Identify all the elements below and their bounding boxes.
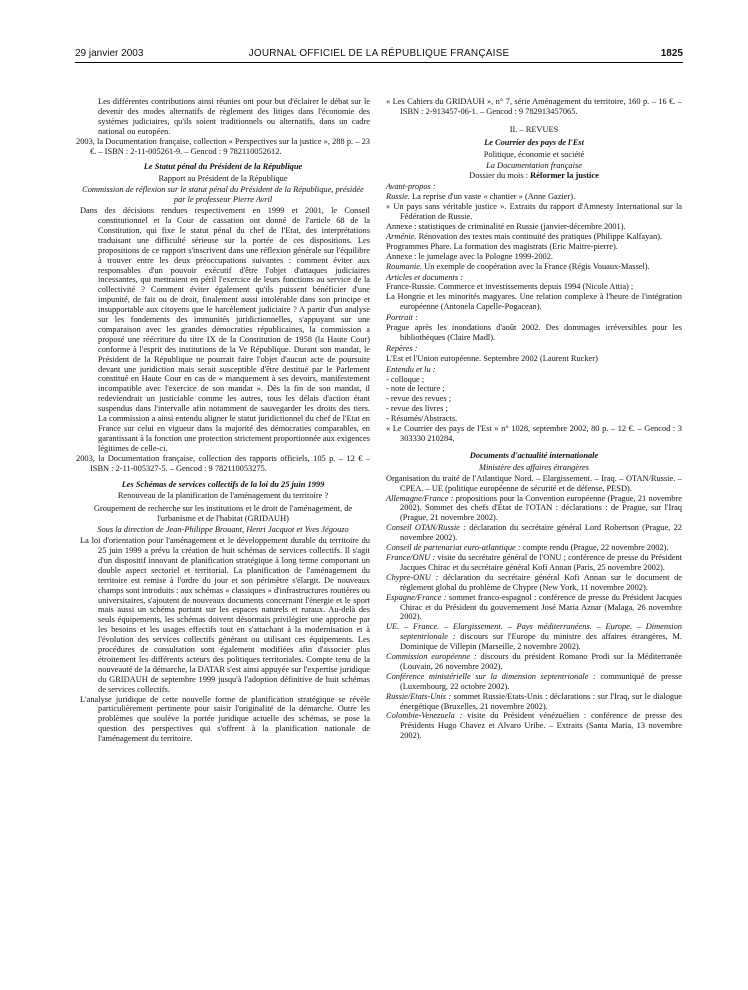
review-item bbox=[386, 192, 682, 202]
document-entry bbox=[386, 573, 682, 593]
book-subtitle: Renouveau de la planification de l'aménagement du territoire ? bbox=[117, 491, 329, 501]
document-entry bbox=[386, 553, 682, 573]
item-label: Arménie. bbox=[386, 231, 417, 241]
rubric-label: Articles et documents : bbox=[386, 272, 463, 282]
entry-label: Colombie-Venezuela : bbox=[386, 711, 463, 721]
page-header bbox=[75, 48, 683, 62]
review-title: Le Courrier des pays de l'Est bbox=[484, 137, 584, 147]
review-item: France-Russie. Commerce et investissements depuis 1994 (Nicole Attia) ; bbox=[386, 282, 634, 292]
review-item: L'Est et l'Union européenne. Septembre 2002 (Laurent Rucker) bbox=[386, 353, 598, 363]
item-text: Rénovation des textes mais continuité des pratiques (Philippe Kalfayan). bbox=[416, 231, 663, 241]
paragraph: La loi d'orientation pour l'aménagement et le développement durable du territoire du 25 juin 1999 a prévu la création de huit schémas de services collectifs. Il s'agit d'un dispositif innovant de planification stratégique à long terme comportant un double aspect sectoriel et territorial. La planification de l'aménagement du territoire est remise à l'ordre du jour et son périmètre s'élargit. De nouveaux champs sont introduits : aux schémas « classiques » d'infrastructures routières ou universitaires, s'ajoutent de nouveaux documents concernant l'énergie et le sport mais aussi un schéma portant sur les espaces naturels et ruraux. Au-delà des seuls équipements, les schémas doivent désormais privilégier une approche par les besoins et les usages effectifs tout en s'attachant à la modernisation et à l'évolution des services collectifs générant ou utilisant ces équipements. Les procédures de consultation sont également modifiées afin d'associer plus étroitement les différents acteurs des politiques territoriales. Compte tenu de la nouveauté de la démarche, la DATAR s'est ainsi appuyée sur l'expertise juridique du GRIDAUH de septembre 1999 jusqu'à l'adoption définitive de huit schémas de services collectifs. bbox=[80, 536, 370, 694]
list-item: - note de lecture ; bbox=[386, 384, 445, 394]
entry-text: communiqué de presse (Luxembourg, 22 octobre 2002). bbox=[400, 671, 682, 691]
book-reference: 2003, la Documentation française, collection des rapports officiels, 105 p. – 12 € – ISBN : 2-11-005327-5. – Gencod : 9 782110053275. bbox=[76, 453, 370, 473]
item-text: Un exemple de coopération avec la France (Régis Vouaux-Massel). bbox=[422, 261, 650, 271]
document-entry bbox=[386, 672, 682, 692]
entry-text: compte rendu (Prague, 22 novembre 2002). bbox=[520, 543, 669, 553]
book-reference: « Le Courrier des pays de l'Est » n° 1028, septembre 2002, 80 p. – 12 €. – Gencod : 3 303330 210284. bbox=[386, 424, 682, 443]
list-item: - Résumés/Abstracts. bbox=[386, 414, 458, 424]
rubric-label: Avant-propos : bbox=[386, 182, 436, 192]
review-item bbox=[386, 232, 682, 242]
document-entry bbox=[386, 494, 682, 524]
dossier-title: Réformer la justice bbox=[530, 171, 599, 181]
review-item: La Hongrie et les minorités magyares. Une relation complexe à l'heure de l'intégration européenne (Antonela Capelle-Pogacean). bbox=[386, 292, 682, 312]
list-item: - revue des revues ; bbox=[386, 394, 452, 404]
left-column bbox=[76, 97, 370, 744]
dossier-label: Dossier du mois : bbox=[469, 171, 531, 181]
review-item: Programmes Phare. La formation des magistrats (Eric Maitre-pierre). bbox=[386, 241, 618, 251]
paragraph: L'analyse juridique de cette nouvelle forme de planification stratégique se révèle particulièrement pertinente pour saisir l'originalité de la démarche. Outre les problèmes que soulève la portée juridique actuelle des schémas, se pose la question des perspectives qui s'offrent à la planification nationale de l'aménagement du territoire. bbox=[80, 694, 370, 744]
entry-label: Conférence ministérielle sur la dimension septentrionale : bbox=[386, 671, 596, 681]
entry-text: sommet franco-espagnol : conférence de presse du Président Jacques Chirac et du Président du gouvernement José Maria Aznar (Malaga, 26 novembre 2002). bbox=[400, 592, 682, 622]
entry-label: Conseil de partenariat euro-atlantique : bbox=[386, 543, 521, 553]
book-author: Sous la direction de Jean-Philippe Brouant, Henri Jacquot et Yves Jégouzo bbox=[97, 525, 349, 535]
docs-subtitle: Ministère des affaires étrangères bbox=[478, 462, 590, 472]
item-label: Roumanie. bbox=[386, 261, 423, 271]
book-reference: 2003, la Documentation française, collection « Perspectives sur la justice », 288 p. – 23 €. – ISBN : 2-11-005261-9. – Gencod : 9 782110052612. bbox=[76, 136, 370, 156]
document-entry bbox=[386, 523, 682, 543]
entry-text: propositions pour la Convention européenne (Prague, 21 novembre 2002). Sommet des chefs d'Etat de l'OTAN : déclarations : de Prague, sur l'Iraq (Prague, 21 novembre 2002). bbox=[400, 493, 682, 523]
list-item: - revue des livres ; bbox=[386, 404, 448, 414]
book-subtitle: Rapport au Président de la République bbox=[158, 174, 288, 184]
dossier bbox=[386, 171, 682, 181]
review-subtitle: Politique, économie et société bbox=[483, 149, 585, 159]
header-rule bbox=[75, 62, 683, 63]
entry-label: Chypre-ONU : bbox=[386, 572, 439, 582]
document-entry bbox=[386, 711, 682, 741]
entry-text: Organisation du traité de l'Atlantique Nord. – Elargissement. – Iraq. – OTAN/Russie. – CPEA. – UE (politique européenne de sécurité et de défense, PESD). bbox=[386, 473, 682, 493]
entry-label: UE. – France. – Elargissement. – Pays méditerranéens. – Europe. – Dimension septentrionale : bbox=[386, 622, 682, 642]
entry-text: discours du président Romano Prodi sur la Méditerranée (Louvain, 26 novembre 2002). bbox=[400, 652, 682, 671]
rubric-label: Entendu et lu : bbox=[386, 364, 436, 374]
rubric-label: Repères : bbox=[386, 343, 418, 353]
item-text: La reprise d'un vaste « chantier » (Anne Gazier). bbox=[409, 192, 576, 202]
book-title: Les Schémas de services collectifs de la loi du 25 juin 1999 bbox=[121, 479, 325, 489]
journal-title: JOURNAL OFFICIEL DE LA RÉPUBLIQUE FRANÇAISE bbox=[248, 48, 510, 59]
book-organisation: Groupement de recherche sur les institutions et le droit de l'aménagement, de l'urbanisme et de l'habitat (GRIDAUH) bbox=[93, 504, 353, 524]
item-label: Russie. bbox=[386, 192, 410, 202]
entry-text: visite du secrétaire général de l'ONU ; conférence de presse du Président Jacques Chirac et du secrétaire général Kofi Annan (Paris, 25 novembre 2002). bbox=[400, 552, 682, 572]
document-entry bbox=[386, 622, 682, 652]
document-entry bbox=[386, 593, 682, 623]
header-date: 29 janvier 2003 bbox=[75, 48, 144, 59]
entry-text: sommet Russie/Etats-Unis : déclarations : sur l'Iraq, sur le dialogue énergétique (Bruxelles, 21 novembre 2002). bbox=[400, 691, 683, 711]
entry-label: France/ONU : bbox=[386, 552, 436, 562]
list-item: - colloque ; bbox=[386, 374, 425, 384]
section-heading: II. – REVUES bbox=[509, 124, 559, 134]
rubric-label: Portrait : bbox=[386, 313, 418, 323]
entry-label: Russie/Etats-Unis : bbox=[386, 691, 452, 701]
review-item bbox=[386, 262, 682, 272]
docs-title: Documents d'actualité internationale bbox=[469, 450, 599, 460]
document-entry bbox=[386, 543, 682, 553]
right-column bbox=[386, 97, 682, 741]
review-item: Annexe : le jumelage avec la Pologne 1999-2002. bbox=[386, 251, 553, 261]
docs-entries bbox=[386, 474, 682, 741]
entry-label: Commission européenne : bbox=[386, 652, 477, 662]
review-item: Annexe : statistiques de criminalité en Russie (janvier-décembre 2001). bbox=[386, 221, 626, 231]
paragraph: Les différentes contributions ainsi réunies ont pour but d'éclairer le débat sur le devenir des modes alternatifs de règlement des litiges dans l'économie des systèmes judiciaires, qu'ils soient traditionnels ou alternatifs, dans un cadre national ou européen. bbox=[98, 97, 370, 136]
review-publisher: La Documentation française bbox=[486, 160, 582, 170]
entry-label: Allemagne/France : bbox=[386, 493, 454, 503]
document-entry bbox=[386, 692, 682, 712]
book-title: Le Statut pénal du Président de la République bbox=[143, 162, 303, 172]
book-author: Commission de réflexion sur le statut pénal du Président de la République, présidée par le professeur Pierre Avril bbox=[82, 185, 364, 205]
review-item: Prague après les inondations d'août 2002. Des dommages irréversibles pour les bibliothèques (Claire Madl). bbox=[386, 323, 682, 342]
book-reference: « Les Cahiers du GRIDAUH », n° 7, série Aménagement du territoire, 160 p. – 16 €. – ISBN : 2-913457-06-1. – Gencod : 9 782913457065. bbox=[386, 97, 682, 116]
entry-text: visite du Président vénézuélien : conférence de presse des Présidents Hugo Chavez et Alvaro Uribe. – Extraits (Santa Maria, 13 novembre 2002). bbox=[400, 711, 682, 741]
entry-label: Espagne/France : bbox=[386, 592, 447, 602]
document-entry bbox=[386, 474, 682, 494]
entry-text: discours sur l'Europe du ministre des affaires étrangères, M. Dominique de Villepin (Marseille, 2 novembre 2002). bbox=[400, 632, 682, 652]
entry-text: déclaration du secrétaire général Lord Robertson (Prague, 22 novembre 2002). bbox=[400, 523, 682, 543]
page-number: 1825 bbox=[660, 48, 683, 59]
document-entry bbox=[386, 652, 682, 672]
entry-label: Conseil OTAN/Russie : bbox=[386, 523, 466, 533]
entry-text: déclaration du secrétaire général Kofi Annan sur le document de règlement global du problème de Chypre (New York, 11 novembre 2002). bbox=[400, 572, 682, 592]
paragraph: Dans des décisions rendues respectivement en 1999 et 2001, le Conseil constitutionnel et la Cour de cassation ont donné de l'article 68 de la Constitution, qui fixe le statut pénal du chef de l'Etat, des interprétations traduisant une difficulté sérieuse sur la portée de ces dispositions. Les propositions de ce rapport s'inscrivent dans une réflexion générale sur l'équilibre à trouver entre les deux préoccupations suivantes : comment éviter aux responsables d'un pouvoir exécutif d'être l'objet d'attaques judiciaires incessantes, qui mettraient en péril l'exercice de leurs fonctions au service de la collectivité ? Comment éviter également qu'ils puissent bénéficier d'une impunité, de fait ou de droit, finalement aussi intolérable dans son principe et insupportable aux citoyens que le harcèlement judiciaire ? A partir d'un analyse sur les fondements des immunités juridictionnelles, s'appuyant sur une comparaison avec les grandes démocraties républicaines, la commission a proposé une réécriture du titre IX de la Constitution de 1958 (la Haute Cour) conforme à l'esprit des institutions de la Ve République. Durant son mandat, le Président de la République ne pourrait faire l'objet d'aucun acte de poursuite devant une juridiction mais serait susceptible d'être destitué par le Parlement constitué en Haute Cour en cas de « manquement à ses devoirs, manifestement incompatible avec l'exercice de son mandat ». Dès la fin de son mandat, il redeviendrait un justiciable comme les autres, tous les délais d'action étant suspendus dans l'intervalle afin notamment de sauvegarder les droits des tiers. La commission a ainsi entendu aligner le statut juridictionnel du chef de l'Etat en France sur celui en vigueur dans la majorité des démocraties comparables, en garantissant à la fonction une protection strictement proportionnée aux exigences légitimes de celle-ci. bbox=[80, 206, 370, 453]
review-item: « Un pays sans véritable justice ». Extraits du rapport d'Amnesty International sur la Fédération de Russie. bbox=[386, 202, 682, 222]
